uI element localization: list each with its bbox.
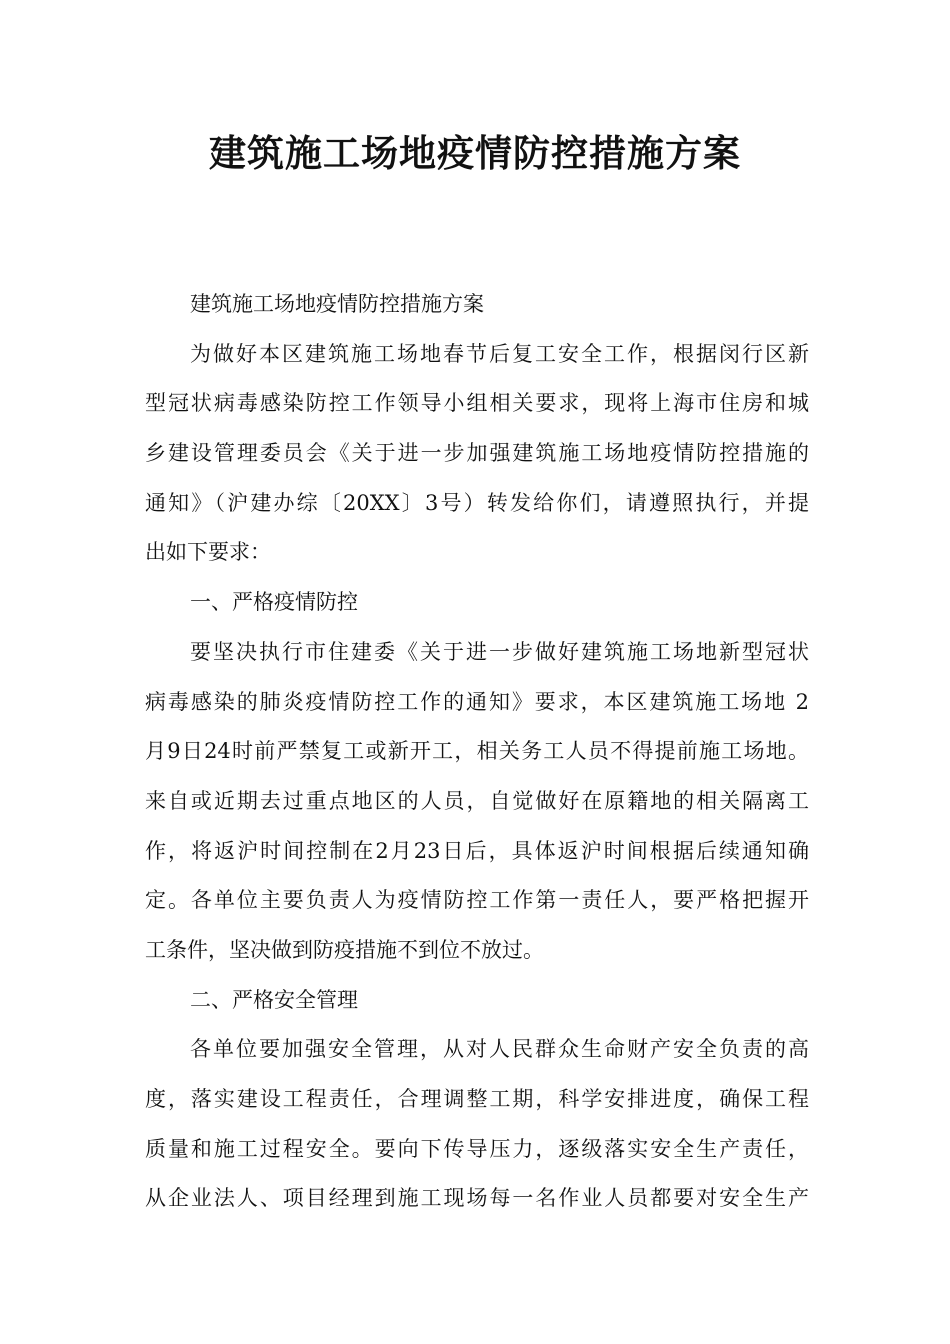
paragraph-line: 出如下要求： xyxy=(145,540,271,565)
paragraph-line: 作，将返沪时间控制在2月23日后，具体返沪时间根据后续通知确 xyxy=(145,838,809,863)
subtitle-line: 建筑施工场地疫情防控措施方案 xyxy=(190,292,484,316)
paragraph-line: 要坚决执行市住建委《关于进一步做好建筑施工场地新型冠状 xyxy=(190,639,809,664)
paragraph-line: 病毒感染的肺炎疫情防控工作的通知》要求，本区建筑施工场地 2 xyxy=(145,689,809,714)
paragraph-line: 来自或近期去过重点地区的人员，自觉做好在原籍地的相关隔离工 xyxy=(145,788,809,813)
paragraph-line: 各单位要加强安全管理，从对人民群众生命财产安全负责的高 xyxy=(190,1037,809,1062)
paragraph-line: 型冠状病毒感染防控工作领导小组相关要求，现将上海市住房和城 xyxy=(145,391,809,416)
paragraph-line: 月9日24时前严禁复工或新开工，相关务工人员不得提前施工场地。 xyxy=(145,739,809,764)
section-heading-2: 二、严格安全管理 xyxy=(190,987,358,1012)
paragraph-line: 从企业法人、项目经理到施工现场每一名作业人员都要对安全生产 xyxy=(145,1186,809,1211)
section-heading-1: 一、严格疫情防控 xyxy=(190,590,358,615)
paragraph-line: 工条件，坚决做到防疫措施不到位不放过。 xyxy=(145,937,544,962)
document-title: 建筑施工场地疫情防控措施方案 xyxy=(209,132,741,175)
paragraph-line: 乡建设管理委员会《关于进一步加强建筑施工场地疫情防控措施的 xyxy=(145,441,809,466)
paragraph-line: 为做好本区建筑施工场地春节后复工安全工作，根据闵行区新 xyxy=(190,341,809,366)
paragraph-line: 度，落实建设工程责任，合理调整工期，科学安排进度，确保工程 xyxy=(145,1087,809,1111)
paragraph-line: 定。各单位主要负责人为疫情防控工作第一责任人，要严格把握开 xyxy=(145,888,809,913)
paragraph-line: 质量和施工过程安全。要向下传导压力，逐级落实安全生产责任， xyxy=(145,1136,809,1161)
paragraph-line: 通知》（沪建办综〔20XX〕3号）转发给你们，请遵照执行，并提 xyxy=(145,490,809,515)
document-body xyxy=(145,280,809,1224)
